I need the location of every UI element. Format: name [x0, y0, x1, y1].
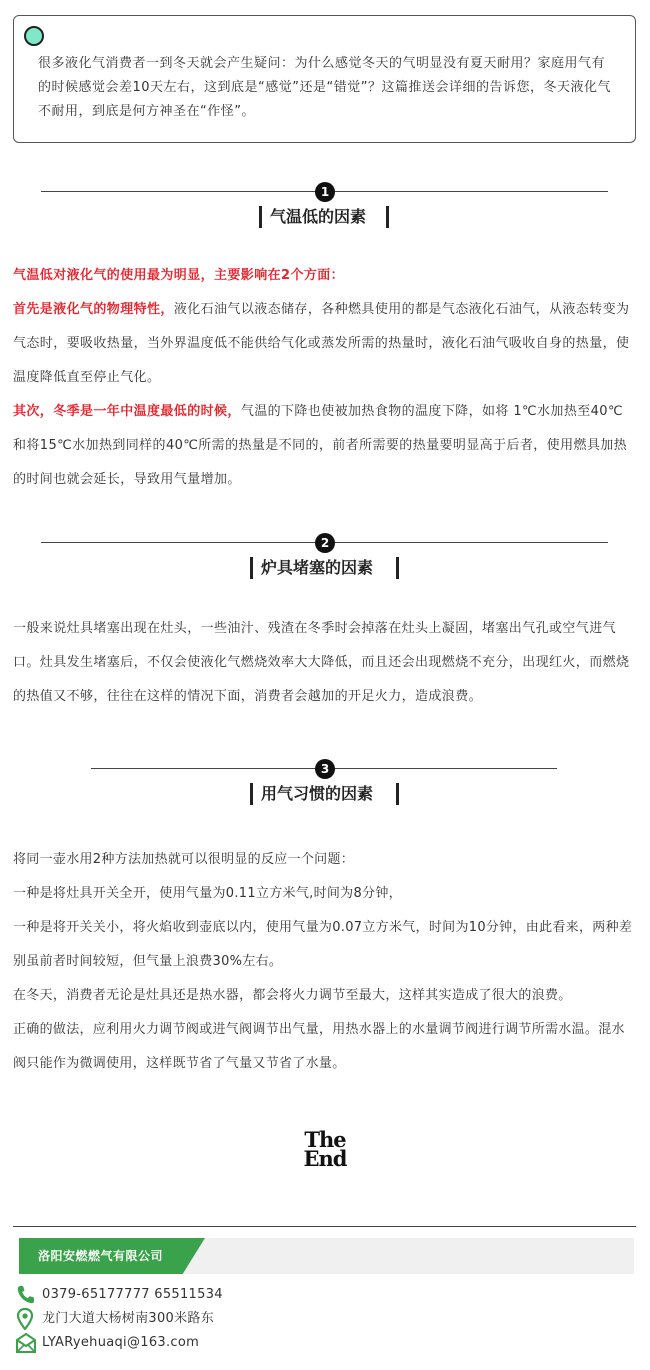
section-1-lead	[13, 259, 635, 293]
section-2-title-bar-left	[250, 557, 253, 579]
section-1-lead-red: 气温低对液化气的使用最为明显，主要影响在2个方面：	[13, 268, 345, 283]
footer-rule	[13, 1226, 636, 1227]
contact-email-text[interactable]: LYARyehuaqi@163.com	[42, 1335, 200, 1350]
section-2-header	[0, 533, 650, 593]
intro-text: 很多液化气消费者一到冬天就会产生疑问：为什么感觉冬天的气明显没有夏天耐用？家庭用气有的时候感觉会差10天左右，这到底是“感觉”还是“错觉”？这篇推送会详细的告诉您，冬天液化气不耐用，到底是何方神圣在“作怪”。	[38, 56, 611, 119]
section-3-header	[0, 759, 650, 819]
contact-address-text: 龙门大道大杨树南300米路东	[42, 1311, 215, 1326]
mail-icon	[15, 1332, 37, 1354]
section-3-line-2: 一种是将灶具开关全开，使用气量为0.11立方米气,时间为8分钟，	[13, 886, 402, 901]
section-1-p1-text: 液化石油气以液态储存，各种燃具使用的都是气态液化石油气，从液态转变为气态时，要吸收热量，当外界温度低不能供给气化或蒸发所需的热量时，液化石油气吸收自身的热量，使温度降低直至停止气化。	[13, 302, 630, 385]
company-name: 洛阳安燃燃气有限公司	[38, 1249, 164, 1263]
section-1-paragraph-1	[13, 293, 635, 395]
section-3-title: 用气习惯的因素	[261, 784, 374, 803]
section-3-number-badge: 3	[315, 759, 335, 779]
section-1-p2-text: 气温的下降也使被加热食物的温度下降，如将 1℃水加热至40℃和将15℃水加热到同样的40℃所需的热量是不同的，前者所需要的热量要明显高于后者，使用燃具加热的时间也就会延长，导致用气量增加。	[13, 404, 628, 487]
section-1-title-bar-left	[259, 206, 262, 228]
section-1-p1-red: 首先是液化气的物理特性，	[13, 302, 174, 317]
section-3-line-1: 将同一壶水用2种方法加热就可以很明显的反应一个问题：	[13, 852, 355, 867]
intro-dot-icon	[24, 26, 44, 46]
section-1-header	[0, 182, 650, 242]
contact-phone-text: 0379-65177777 65511534	[42, 1287, 223, 1302]
location-pin-icon	[15, 1308, 35, 1330]
section-1-title-bar-right	[386, 206, 389, 228]
phone-icon	[15, 1284, 35, 1306]
section-2-number-badge: 2	[315, 533, 335, 553]
the-end-logo	[296, 1127, 354, 1172]
section-3-line-4: 在冬天，消费者无论是灶具还是热水器，都会将火力调节至最大，这样其实造成了很大的浪费。	[13, 988, 572, 1003]
section-3-title-bar-right	[396, 783, 399, 805]
the-end-logo-line-2: End	[303, 1146, 347, 1171]
section-1-p2-red: 其次，冬季是一年中温度最低的时候，	[13, 404, 241, 419]
intro-box	[13, 15, 636, 143]
section-1-paragraph-2	[13, 395, 635, 497]
section-1-title: 气温低的因素	[270, 207, 367, 226]
section-3-line-5: 正确的做法，应利用火力调节阀或进气阀调节出气量，用热水器上的水量调节阀进行调节所需水温。混水阀只能作为微调使用，这样既节省了气量又节省了水量。	[13, 1022, 625, 1071]
section-2-paragraph: 一般来说灶具堵塞出现在灶头，一些油汁、残渣在冬季时会掉落在灶头上凝固，堵塞出气孔或空气进气口。灶具发生堵塞后，不仅会使液化气燃烧效率大大降低，而且还会出现燃烧不充分，出现红火，而燃烧的热值又不够，往往在这样的情况下面，消费者会越加的开足火力，造成浪费。	[13, 621, 630, 704]
the-end-logo-line-1: The	[304, 1127, 346, 1152]
section-2-title: 炉具堵塞的因素	[261, 558, 374, 577]
section-2-title-bar-right	[396, 557, 399, 579]
section-1-number-badge: 1	[315, 182, 335, 202]
section-3-line-3: 一种是将开关关小，将火焰收到壶底以内，使用气量为0.07立方米气，时间为10分钟，由此看来，两种差别虽前者时间较短，但气量上浪费30%左右。	[13, 920, 633, 969]
section-3-title-bar-left	[250, 783, 253, 805]
